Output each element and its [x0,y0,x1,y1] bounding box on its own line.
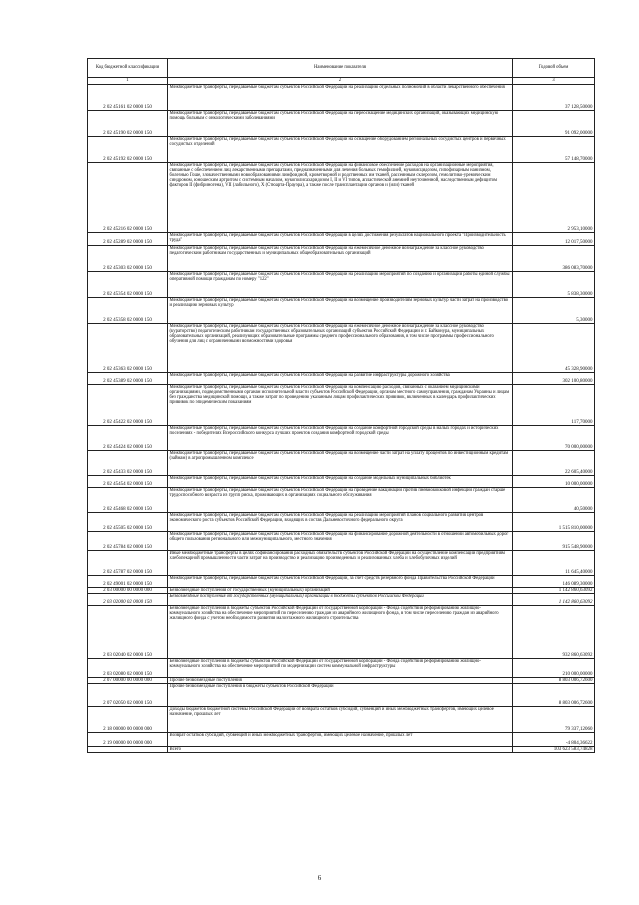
row-code: 2 02 45784 02 0000 150 [88,532,168,551]
table-row [88,659,595,678]
row-code: 2 02 45422 02 0000 150 [88,385,168,426]
table-row [88,85,595,111]
row-amount: 8 803 006,72600 [513,678,595,684]
row-code: 2 02 45787 02 0000 150 [88,551,168,576]
table-row [88,233,595,246]
row-name: Безвозмездные поступления в бюджеты субъектов Российской Федерации от государственной корпорации - Фонда содействия реформированию жилищно-коммунального хозяйства на обеспечение мероприятий по модернизации систем коммунальной инфраструктуры [168,659,513,678]
row-amount: 302 100,80000 [513,373,595,385]
row-amount: 915 548,90000 [513,532,595,551]
row-code: 2 02 45433 02 0000 150 [88,451,168,476]
row-name: Межбюджетные трансферты, передаваемые бюджетам субъектов Российской Федерации на финансовое обеспечение расходов на организационные мероприятия, связанные с обеспечением лиц лекарственными препаратами, предназначенными для лечения больных гемофилией, муковисцидозом, гипофизарным нанизмом, болезнью Гоше, злокачественными новообразованиями лимфоидной, кроветворной и родственных им тканей, рассеянным склерозом, гемолитико-уремическим синдромом, юношеским артритом с системным началом, мукополисахаридозом I, II и VI типов, апластической анемией неуточненной, наследственным дефицитом факторов II (фибриногена), VII (лабильного), X (Стюарта-Прауэра), а также после трансплантации органов и (или) тканей [168,163,513,233]
total-amount: 103 623 583,74828 [513,747,595,753]
total-row [88,747,595,753]
row-amount: 91 092,00000 [513,111,595,137]
table-row [88,513,595,532]
row-code: 2 02 45505 02 0000 150 [88,513,168,532]
table-row [88,324,595,373]
table-row [88,137,595,163]
header-amount: Годовой объем [513,59,595,78]
row-name: Межбюджетные трансферты, передаваемые бюджетам субъектов Российской Федерации в целях достижения результатов национального проекта "Производительность труда" [168,233,513,246]
row-code: 2 07 00000 00 0000 000 [88,678,168,684]
row-amount: -4 804,36622 [513,733,595,747]
table-header-row [88,59,595,78]
row-amount: 932 860,63092 [513,606,595,659]
table-row [88,551,595,576]
column-number-row [88,78,595,85]
row-amount: 70 000,00000 [513,426,595,451]
row-name: Безвозмездные поступления в бюджеты субъектов Российской Федерации от государственной корпорации - Фонда содействия реформированию жилищно-коммунального хозяйства на обеспечение мероприятий по переселению граждан из аварийного жилищного фонда, в том числе переселению граждан из аварийного жилищного фонда с учетом необходимости развития малоэтажного жилищного строительства [168,606,513,659]
row-code: 2 02 45454 02 0000 150 [88,476,168,488]
table-row [88,606,595,659]
row-amount: 10 000,00000 [513,476,595,488]
row-amount: 117,70000 [513,385,595,426]
row-amount: 79 337,12060 [513,707,595,733]
row-amount: 8 803 006,72600 [513,684,595,707]
table-row [88,576,595,588]
row-code: 2 03 02000 02 0000 150 [88,594,168,606]
row-name: Межбюджетные трансферты, передаваемые бюджетам субъектов Российской Федерации на возмещение производителям зерновых культур части затрат на производство и реализацию зерновых культур [168,298,513,324]
row-amount: 1 142 860,63092 [513,594,595,606]
row-code: 2 02 45389 02 0000 150 [88,373,168,385]
row-code: 2 07 02050 02 0000 150 [88,684,168,707]
table-row [88,163,595,233]
table-row [88,373,595,385]
row-name: Межбюджетные трансферты, передаваемые бюджетам субъектов Российской Федерации на ежемесячное денежное вознаграждение за классное руководство педагогическим работникам государственных и муниципальных общеобразовательных организаций [168,246,513,272]
row-code: 2 02 45190 02 0000 150 [88,111,168,137]
row-name: Межбюджетные трансферты, передаваемые бюджетам субъектов Российской Федерации на реализацию отдельных полномочий в области лекарственного обеспечения [168,85,513,111]
row-name: Прочие безвозмездные поступления в бюджеты субъектов Российской Федерации [168,684,513,707]
row-code: 2 02 45161 02 0000 150 [88,85,168,111]
document-page [87,58,594,753]
table-row [88,476,595,488]
table-row [88,272,595,298]
row-name: Межбюджетные трансферты, передаваемые бюджетам субъектов Российской Федерации на оснащение оборудованием региональных сосудистых центров и первичных сосудистых отделений [168,137,513,163]
table-row [88,298,595,324]
row-name: Межбюджетные трансферты, передаваемые бюджетам субъектов Российской Федерации на реализацию мероприятий по созданию и организации работы единой службы оперативной помощи гражданам по номеру "122" [168,272,513,298]
table-row [88,111,595,137]
table-row [88,594,595,606]
header-name: Наименование показателя [168,59,513,78]
row-name: Межбюджетные трансферты, передаваемые бюджетам субъектов Российской Федерации на создание модельных муниципальных библиотек [168,476,513,488]
row-name: Межбюджетные трансферты, передаваемые бюджетам субъектов Российской Федерации на реализацию мероприятий планов социального развития центров экономического роста субъектов Российской Федерации, входящих в состав Дальневосточного федерального округа [168,513,513,532]
row-code: 2 02 49001 02 0000 150 [88,576,168,588]
row-name: Межбюджетные трансферты, передаваемые бюджетам субъектов Российской Федерации на компенсацию расходов, связанных с оказанием медицинскими организациями, подведомственными органам исполнительной власти субъектов Российской Федерации, органам местного самоуправления, гражданам Украины и лицам без гражданства медицинской помощи, а также затрат по проведению указанным лицам профилактических прививок, включенных в календарь профилактических прививок по эпидемическим показаниям [168,385,513,426]
table-row [88,246,595,272]
row-code: 2 19 00000 00 0000 000 [88,733,168,747]
row-code: 2 03 00000 00 0000 000 [88,588,168,594]
row-name: Межбюджетные трансферты, передаваемые бюджетам субъектов Российской Федерации на развитие инфраструктуры дорожного хозяйства [168,373,513,385]
row-amount: 146 089,30000 [513,576,595,588]
row-code: 2 02 45363 02 0000 150 [88,324,168,373]
table-row [88,426,595,451]
row-code: 2 02 45216 02 0000 150 [88,163,168,233]
total-label: Всего [168,747,513,753]
column-number-2: 2 [168,78,513,85]
row-amount: 210 000,00000 [513,659,595,678]
row-name: Возврат остатков субсидий, субвенций и иных межбюджетных трансфертов, имеющих целевое назначение, прошлых лет [168,733,513,747]
row-code: 2 03 02080 02 0000 150 [88,659,168,678]
row-name: Доходы бюджетов бюджетной системы Российской Федерации от возврата остатков субсидий, субвенций и иных межбюджетных трансфертов, имеющих целевое назначение, прошлых лет [168,707,513,733]
row-amount: 57 148,70000 [513,137,595,163]
table-row [88,684,595,707]
table-row [88,385,595,426]
row-amount: 386 083,70000 [513,246,595,272]
row-amount: 45 328,90000 [513,324,595,373]
row-amount: 22 605,40000 [513,451,595,476]
table-row [88,488,595,513]
row-amount: 2 953,10000 [513,163,595,233]
page-number: 6 [317,874,322,882]
row-name: Межбюджетные трансферты, передаваемые бюджетам субъектов Российской Федерации на переоснащение медицинских организаций, оказывающих медицинскую помощь больным с онкологическими заболеваниями [168,111,513,137]
header-code: Код бюджетной классификации [88,59,168,78]
row-code: 2 03 02040 02 0000 150 [88,606,168,659]
row-name: Иные межбюджетные трансферты в целях софинансирования расходных обязательств субъектов Российской Федерации на осуществление компенсации предприятиям хлебопекарной промышленности части затрат на производство и реализацию произведенных и реализованных хлеба и хлебобулочных изделий [168,551,513,576]
row-amount: 40,50000 [513,488,595,513]
row-name: Межбюджетные трансферты, передаваемые бюджетам субъектов Российской Федерации на возмещение части затрат на уплату процентов по инвестиционным кредитам (займам) в агропромышленном комплексе [168,451,513,476]
table-row [88,707,595,733]
row-code: 2 02 45468 02 0000 150 [88,488,168,513]
row-amount: 12 017,50000 [513,233,595,246]
row-name: Безвозмездные поступления от государственных (муниципальных) организаций [168,588,513,594]
row-code: 2 02 45358 02 0000 150 [88,298,168,324]
row-name: Прочие безвозмездные поступления [168,678,513,684]
row-amount: 5,30000 [513,298,595,324]
row-amount: 11 645,40000 [513,551,595,576]
row-amount: 5 838,30000 [513,272,595,298]
revenue-table [87,58,595,753]
column-number-1: 1 [88,78,168,85]
row-amount: 37 128,50000 [513,85,595,111]
row-name: Межбюджетные трансферты, передаваемые бюджетам субъектов Российской Федерации на ежемесячное денежное вознаграждение за классное руководство (кураторство) педагогическим работникам государственных образовательных организаций субъектов Российской Федерации и г. Байконура, муниципальных образовательных организаций, реализующих образовательные программы среднего профессионального образования, в том числе программы профессионального обучения для лиц с ограниченными возможностями здоровья [168,324,513,373]
total-code-cell [88,747,168,753]
column-number-3: 3 [513,78,595,85]
row-code: 2 02 45354 02 0000 150 [88,272,168,298]
row-name: Межбюджетные трансферты, передаваемые бюджетам субъектов Российской Федерации на создание комфортной городской среды в малых городах и исторических поселениях - победителях Всероссийского конкурса лучших проектов создания комфортной городской среды [168,426,513,451]
row-code: 2 02 45424 02 0000 150 [88,426,168,451]
row-code: 2 02 45289 02 0000 150 [88,233,168,246]
row-code: 2 02 45192 02 0000 150 [88,137,168,163]
row-amount: 1 142 860,63092 [513,588,595,594]
table-row [88,532,595,551]
row-code: 2 18 00000 00 0000 000 [88,707,168,733]
row-name: Межбюджетные трансферты, передаваемые бюджетам субъектов Российской Федерации на финансирование дорожной деятельности в отношении автомобильных дорог общего пользования регионального или межмуниципального, местного значения [168,532,513,551]
row-name: Межбюджетные трансферты, передаваемые бюджетам субъектов Российской Федерации, за счет средств резервного фонда Правительства Российской Федерации [168,576,513,588]
row-amount: 1 515 810,00000 [513,513,595,532]
table-row [88,451,595,476]
row-name: Межбюджетные трансферты, передаваемые бюджетам субъектов Российской Федерации на проведение вакцинации против пневмококковой инфекции граждан старше трудоспособного возраста из групп риска, проживающих в организациях социального обслуживания [168,488,513,513]
row-code: 2 02 45303 02 0000 150 [88,246,168,272]
table-row [88,733,595,747]
row-name: Безвозмездные поступления от государственных (муниципальных) организаций в бюджеты субъектов Российской Федерации [168,594,513,606]
